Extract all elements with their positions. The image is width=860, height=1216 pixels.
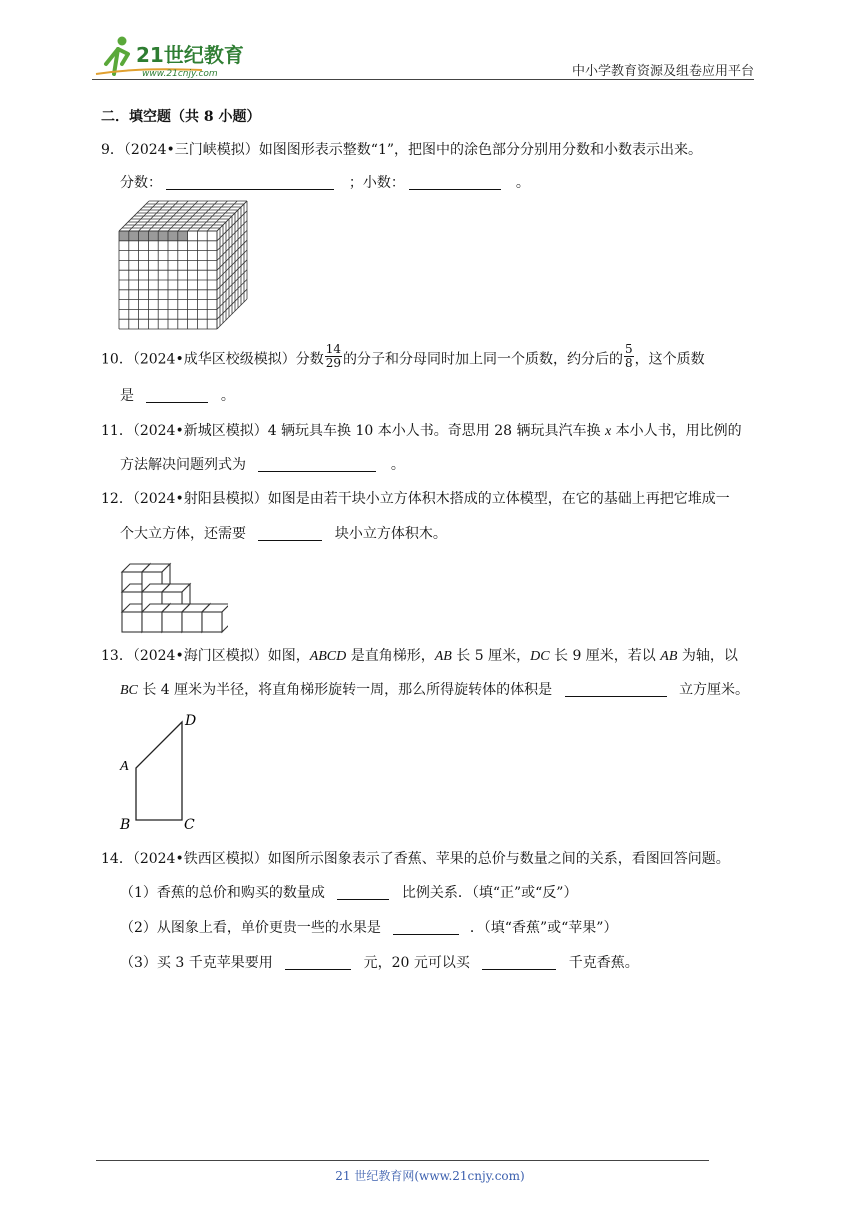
footer-text: 21 世纪教育网(www.21cnjy.com) xyxy=(335,1169,525,1183)
q14-p1-blank[interactable] xyxy=(337,884,389,900)
q9-answer-line xyxy=(120,173,530,193)
q14-part1 xyxy=(120,883,577,903)
q13-text-c: 长 5 厘米， xyxy=(456,648,531,664)
label-B: B xyxy=(120,817,131,833)
q11-line2-end: 。 xyxy=(390,457,405,473)
label-C: C xyxy=(184,817,195,833)
q10-frac2-den: 8 xyxy=(624,356,633,370)
q11-var-x: x xyxy=(604,424,612,439)
q14-p1-suffix: 比例关系．（填“正”或“反”） xyxy=(401,885,578,901)
q9-cube-figure xyxy=(116,198,251,333)
q10-line2-prefix: 是 xyxy=(120,388,134,404)
q10-fraction-14-29 xyxy=(325,343,342,370)
q14-p2-prefix: （2）从图象上看，单价更贵一些的水果是 xyxy=(120,920,381,936)
q9-stem: 9．（2024•三门峡模拟）如图图形表示整数“1”，把图中的涂色部分分别用分数和小数表示出来。 xyxy=(101,142,703,158)
q10-middle: 的分子和分母同时加上同一个质数，约分后的 xyxy=(342,351,623,368)
q13-l2-end: 立方厘米。 xyxy=(679,682,750,698)
q14-part2 xyxy=(120,918,617,938)
q9-decimal-blank[interactable] xyxy=(409,174,501,190)
q12-line2-prefix: 个大立方体，还需要 xyxy=(120,526,246,542)
q13-abcd: ABCD xyxy=(309,649,347,664)
q11-stem xyxy=(101,421,742,442)
q10-answer-line xyxy=(120,386,235,406)
q10-fraction-5-8 xyxy=(624,343,634,370)
q14-p2-suffix: ．（填“香蕉”或“苹果”） xyxy=(469,920,618,936)
q14-p3-mid: 元，20 元可以买 xyxy=(363,955,470,971)
logo-text: 21世纪教育 xyxy=(136,43,244,67)
section-title: 二．填空题（共 8 小题） xyxy=(101,109,261,125)
q13-stem xyxy=(101,646,738,667)
q13-bc: BC xyxy=(120,683,138,698)
q13-blank[interactable] xyxy=(565,681,667,697)
q9-sep: ；小数： xyxy=(348,175,405,191)
q13-ab: AB xyxy=(434,649,452,664)
header-divider xyxy=(92,79,754,80)
q10-blank[interactable] xyxy=(146,387,208,403)
site-logo xyxy=(92,34,262,80)
q12-stem: 12．（2024•射阳县模拟）如图是由若干块小立方体积木搭成的立体模型，在它的基础上再把它堆成一 xyxy=(101,491,730,507)
label-A: A xyxy=(120,759,129,774)
q11-line2-prefix: 方法解决问题列式为 xyxy=(120,457,246,473)
q14-p3-blank2[interactable] xyxy=(482,954,556,970)
q13-answer-line xyxy=(120,680,749,701)
q11-text-a: 11．（2024•新城区模拟）4 辆玩具车换 10 本小人书。奇思用 28 辆玩具汽车换 xyxy=(101,423,601,439)
footer-divider xyxy=(96,1160,709,1161)
q10-stem xyxy=(101,342,705,370)
q14-p1-prefix: （1）香蕉的总价和购买的数量成 xyxy=(120,885,325,901)
q13-text-l2: 长 4 厘米为半径，将直角梯形旋转一周，那么所得旋转体的体积是 xyxy=(142,682,553,698)
q13-text-a: 13．（2024•海门区模拟）如图， xyxy=(101,648,310,664)
q10-frac2-num: 5 xyxy=(624,342,633,356)
q12-blocks-figure xyxy=(118,554,228,636)
q11-blank[interactable] xyxy=(258,456,376,472)
q9-fraction-label: 分数： xyxy=(120,175,162,191)
q12-answer-line xyxy=(120,524,447,544)
q10-line2-end: 。 xyxy=(220,388,235,404)
q12-blank[interactable] xyxy=(258,525,322,541)
q14-stem: 14．（2024•铁西区模拟）如图所示图象表示了香蕉、苹果的总价与数量之间的关系，看图回答问题。 xyxy=(101,851,730,867)
q13-text-d: 长 9 厘米，若以 xyxy=(554,648,656,664)
q14-part3 xyxy=(120,953,639,973)
label-D: D xyxy=(185,713,197,729)
q13-dc: DC xyxy=(530,649,550,664)
q14-p3-blank1[interactable] xyxy=(285,954,351,970)
q13-text-b: 是直角梯形， xyxy=(350,648,435,664)
q10-suffix: ，这个质数 xyxy=(634,351,705,368)
q13-ab2: AB xyxy=(660,649,678,664)
q14-p2-blank[interactable] xyxy=(393,919,459,935)
q12-line2-suffix: 块小立方体积木。 xyxy=(334,526,447,542)
header-platform-title: 中小学教育资源及组卷应用平台 xyxy=(571,64,754,79)
q13-text-e: 为轴，以 xyxy=(681,648,738,664)
q10-frac1-den: 29 xyxy=(325,356,341,370)
q13-trapezoid-figure xyxy=(114,712,204,836)
q11-answer-line xyxy=(120,455,405,475)
q10-frac1-num: 14 xyxy=(325,342,341,356)
q9-end: 。 xyxy=(515,175,530,191)
q14-p3-prefix: （3）买 3 千克苹果要用 xyxy=(120,955,273,971)
q9-fraction-blank[interactable] xyxy=(166,174,334,190)
logo-url: www.21cnjy.com xyxy=(142,69,218,79)
q11-text-b: 本小人书，用比例的 xyxy=(615,423,742,439)
q10-prefix: 10．（2024•成华区校级模拟）分数 xyxy=(101,351,324,368)
q14-p3-end: 千克香蕉。 xyxy=(568,955,639,971)
